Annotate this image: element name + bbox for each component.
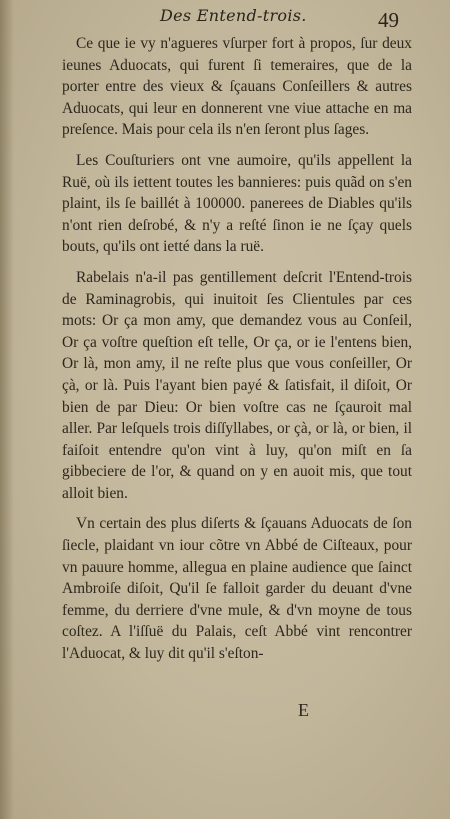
body-text xyxy=(62,33,412,674)
page-header xyxy=(0,4,450,30)
paragraph-4: Vn certain des plus diſerts & ſçauans Aduocats de ſon ſiecle, plaidant vn iour cõtre vn Abbé de Ciſteaux, pour vn pauure homme, allegua en plaine audience que ſainct Ambroiſe diſoit, Qu'il ſe falloit garder du deuant d'vne femme, du derriere d'vne mule, & d'vn moyne de tous coſtez. A l'iſſuë du Palais, ceſt Abbé vint rencontrer l'Aduocat, & luy dit qu'il s'eſton- xyxy=(62,515,412,663)
page-edge-shadow xyxy=(0,0,14,819)
paragraph-3: Rabelais n'a-il pas gentillement deſcrit l'Entend-trois de Raminagrobis, qui inuitoit ſes Clientules par ces mots: Or ça mon amy, que demandez vous au Conſeil, Or ça voſtre queſtion eſt telle, Or ça, or ie l'entens bien, Or là, mon amy, il ne reſte plus que vous conſeiller, Or çà, or là. Puis l'ayant bien payé & ſatisfait, il diſoit, Or bien de par Dieu: Or bien voſtre cas ne ſçauroit mal aller. Par leſquels trois diſſyllabes, or çà, or là, or bien, il faiſoit entendre qu'on vint à luy, qu'on miſt en ſa gibbeciere de l'or, & quand on y en auoit mis, que tout alloit bien. xyxy=(62,268,412,502)
paragraph-2: Les Couſturiers ont vne aumoire, qu'ils appellent la Ruë, où ils iettent toutes les bannieres: puis quãd on s'en plaint, ils ſe baillét à 100000. panerees de Diables qu'ils n'ont rien deſrobé, & n'y a reſté ſinon ie ne ſçay quels bouts, qu'ils ont ietté dans la ruë. xyxy=(62,151,412,256)
page-number: 49 xyxy=(378,8,399,32)
signature-mark: E xyxy=(298,700,309,720)
paragraph-1: Ce que ie vy n'agueres vſurper fort à propos, ſur deux ieunes Aduocats, qui furent ſi temeraires, que de la porter entre des vieux & ſçauans Conſeillers & autres Aduocats, qui leur en donnerent vne viue attache en ma preſence. Mais pour cela ils n'en ſeront plus ſages. xyxy=(62,35,412,139)
running-head: Des Entend-trois. xyxy=(160,6,307,25)
